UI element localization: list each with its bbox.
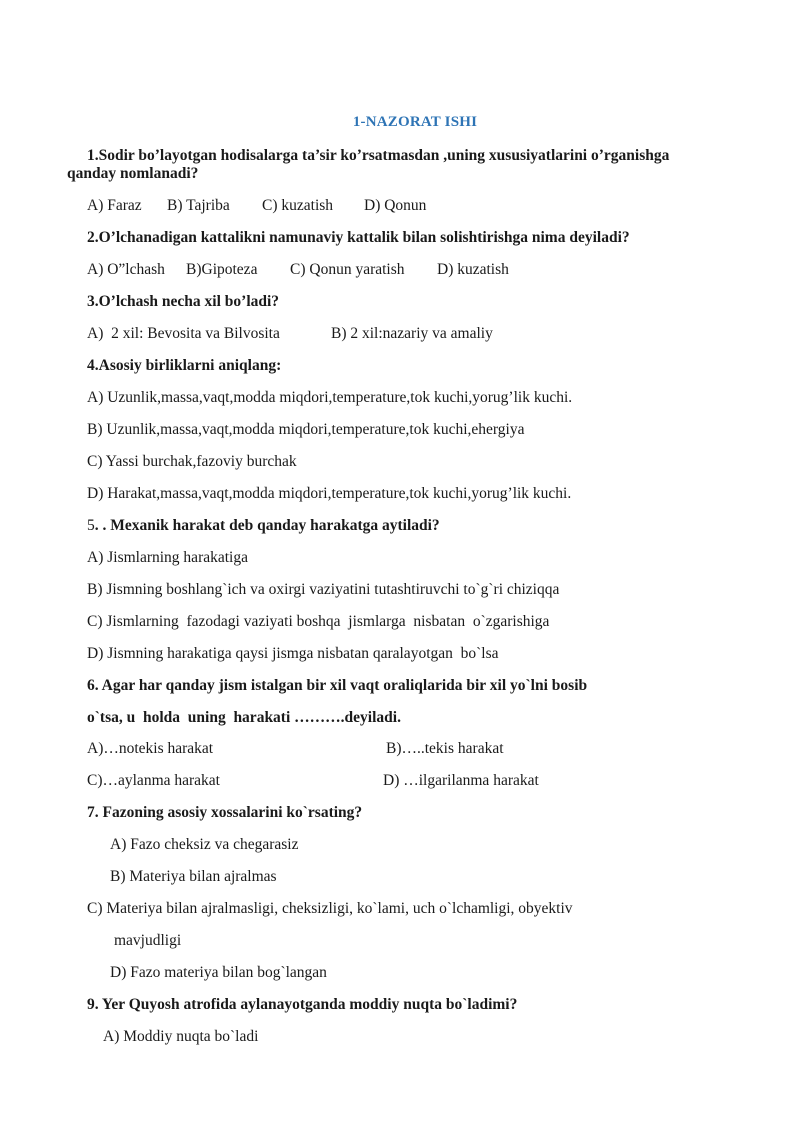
question-5-option-a: A) Jismlarning harakatiga xyxy=(87,549,248,566)
question-2-option-d: D) kuzatish xyxy=(437,261,509,278)
question-4-option-a: A) Uzunlik,massa,vaqt,modda miqdori,temperature,tok kuchi,yorug’lik kuchi. xyxy=(87,389,573,406)
question-3-option-a: A) 2 xil: Bevosita va Bilvosita xyxy=(87,325,280,342)
question-6-option-c: C)…aylanma harakat xyxy=(87,772,220,789)
question-7-option-d: D) Fazo materiya bilan bog`langan xyxy=(110,964,327,981)
question-7-text: 7. Fazoning asosiy xossalarini ko`rsating? xyxy=(87,804,363,821)
question-6-text-line2: o`tsa, u holda uning harakati ……….deyiladi. xyxy=(87,709,401,726)
question-2-text: 2.O’lchanadigan kattalikni namunaviy kattalik bilan solishtirishga nima deyiladi? xyxy=(87,229,630,246)
question-2-option-c: C) Qonun yaratish xyxy=(290,261,405,278)
question-4-option-b: B) Uzunlik,massa,vaqt,modda miqdori,temperature,tok kuchi,ehergiya xyxy=(87,421,525,438)
question-5-heading xyxy=(87,516,440,536)
question-5-option-d: D) Jismning harakatiga qaysi jismga nisbatan qaralayotgan bo`lsa xyxy=(87,645,499,662)
question-1-option-d: D) Qonun xyxy=(364,197,427,214)
question-5-text: . . Mexanik harakat deb qanday harakatga aytiladi? xyxy=(94,517,440,534)
question-2-option-b: B)Gipoteza xyxy=(186,261,258,278)
question-6-option-b: B)…..tekis harakat xyxy=(386,740,504,757)
question-7-option-a: A) Fazo cheksiz va chegarasiz xyxy=(110,836,299,853)
question-9-option-a: A) Moddiy nuqta bo`ladi xyxy=(103,1028,259,1045)
question-4-option-d: D) Harakat,massa,vaqt,modda miqdori,temperature,tok kuchi,yorug’lik kuchi. xyxy=(87,485,572,502)
question-5-number: 5 xyxy=(87,517,95,534)
question-4-option-c: C) Yassi burchak,fazoviy burchak xyxy=(87,453,297,470)
question-3-text: 3.O’lchash necha xil bo’ladi? xyxy=(87,293,280,310)
question-4-text: 4.Asosiy birliklarni aniqlang: xyxy=(87,357,282,374)
question-5-option-b: B) Jismning boshlang`ich va oxirgi vaziyatini tutashtiruvchi to`g`ri chiziqqa xyxy=(87,581,560,598)
question-7-option-c-continued: mavjudligi xyxy=(114,932,182,949)
question-7-option-c: C) Materiya bilan ajralmasligi, cheksizligi, ko`lami, uch o`lchamligi, obyektiv xyxy=(87,900,573,917)
question-1-option-a: A) Faraz xyxy=(87,197,142,214)
question-1-text-line1: 1.Sodir bo’layotgan hodisalarga ta’sir ko’rsatmasdan ,uning xususiyatlarini o’rganishga xyxy=(87,147,670,164)
question-3-option-b: B) 2 xil:nazariy va amaliy xyxy=(331,325,493,342)
question-9-text: 9. Yer Quyosh atrofida aylanayotganda moddiy nuqta bo`ladimi? xyxy=(87,996,518,1013)
question-1-text-line2: qanday nomlanadi? xyxy=(67,165,199,182)
question-1-option-c: C) kuzatish xyxy=(262,197,334,214)
question-1-option-b: B) Tajriba xyxy=(167,197,230,214)
question-5-option-c: C) Jismlarning fazodagi vaziyati boshqa jismlarga nisbatan o`zgarishiga xyxy=(87,613,550,630)
question-6-text-line1: 6. Agar har qanday jism istalgan bir xil vaqt oraliqlarida bir xil yo`lni bosib xyxy=(87,677,588,694)
question-6-option-a: A)…notekis harakat xyxy=(87,740,214,757)
question-7-option-b: B) Materiya bilan ajralmas xyxy=(110,868,277,885)
document-title: 1-NAZORAT ISHI xyxy=(352,114,478,130)
question-2-option-a: A) O”lchash xyxy=(87,261,165,278)
question-6-option-d: D) …ilgarilanma harakat xyxy=(383,772,539,789)
